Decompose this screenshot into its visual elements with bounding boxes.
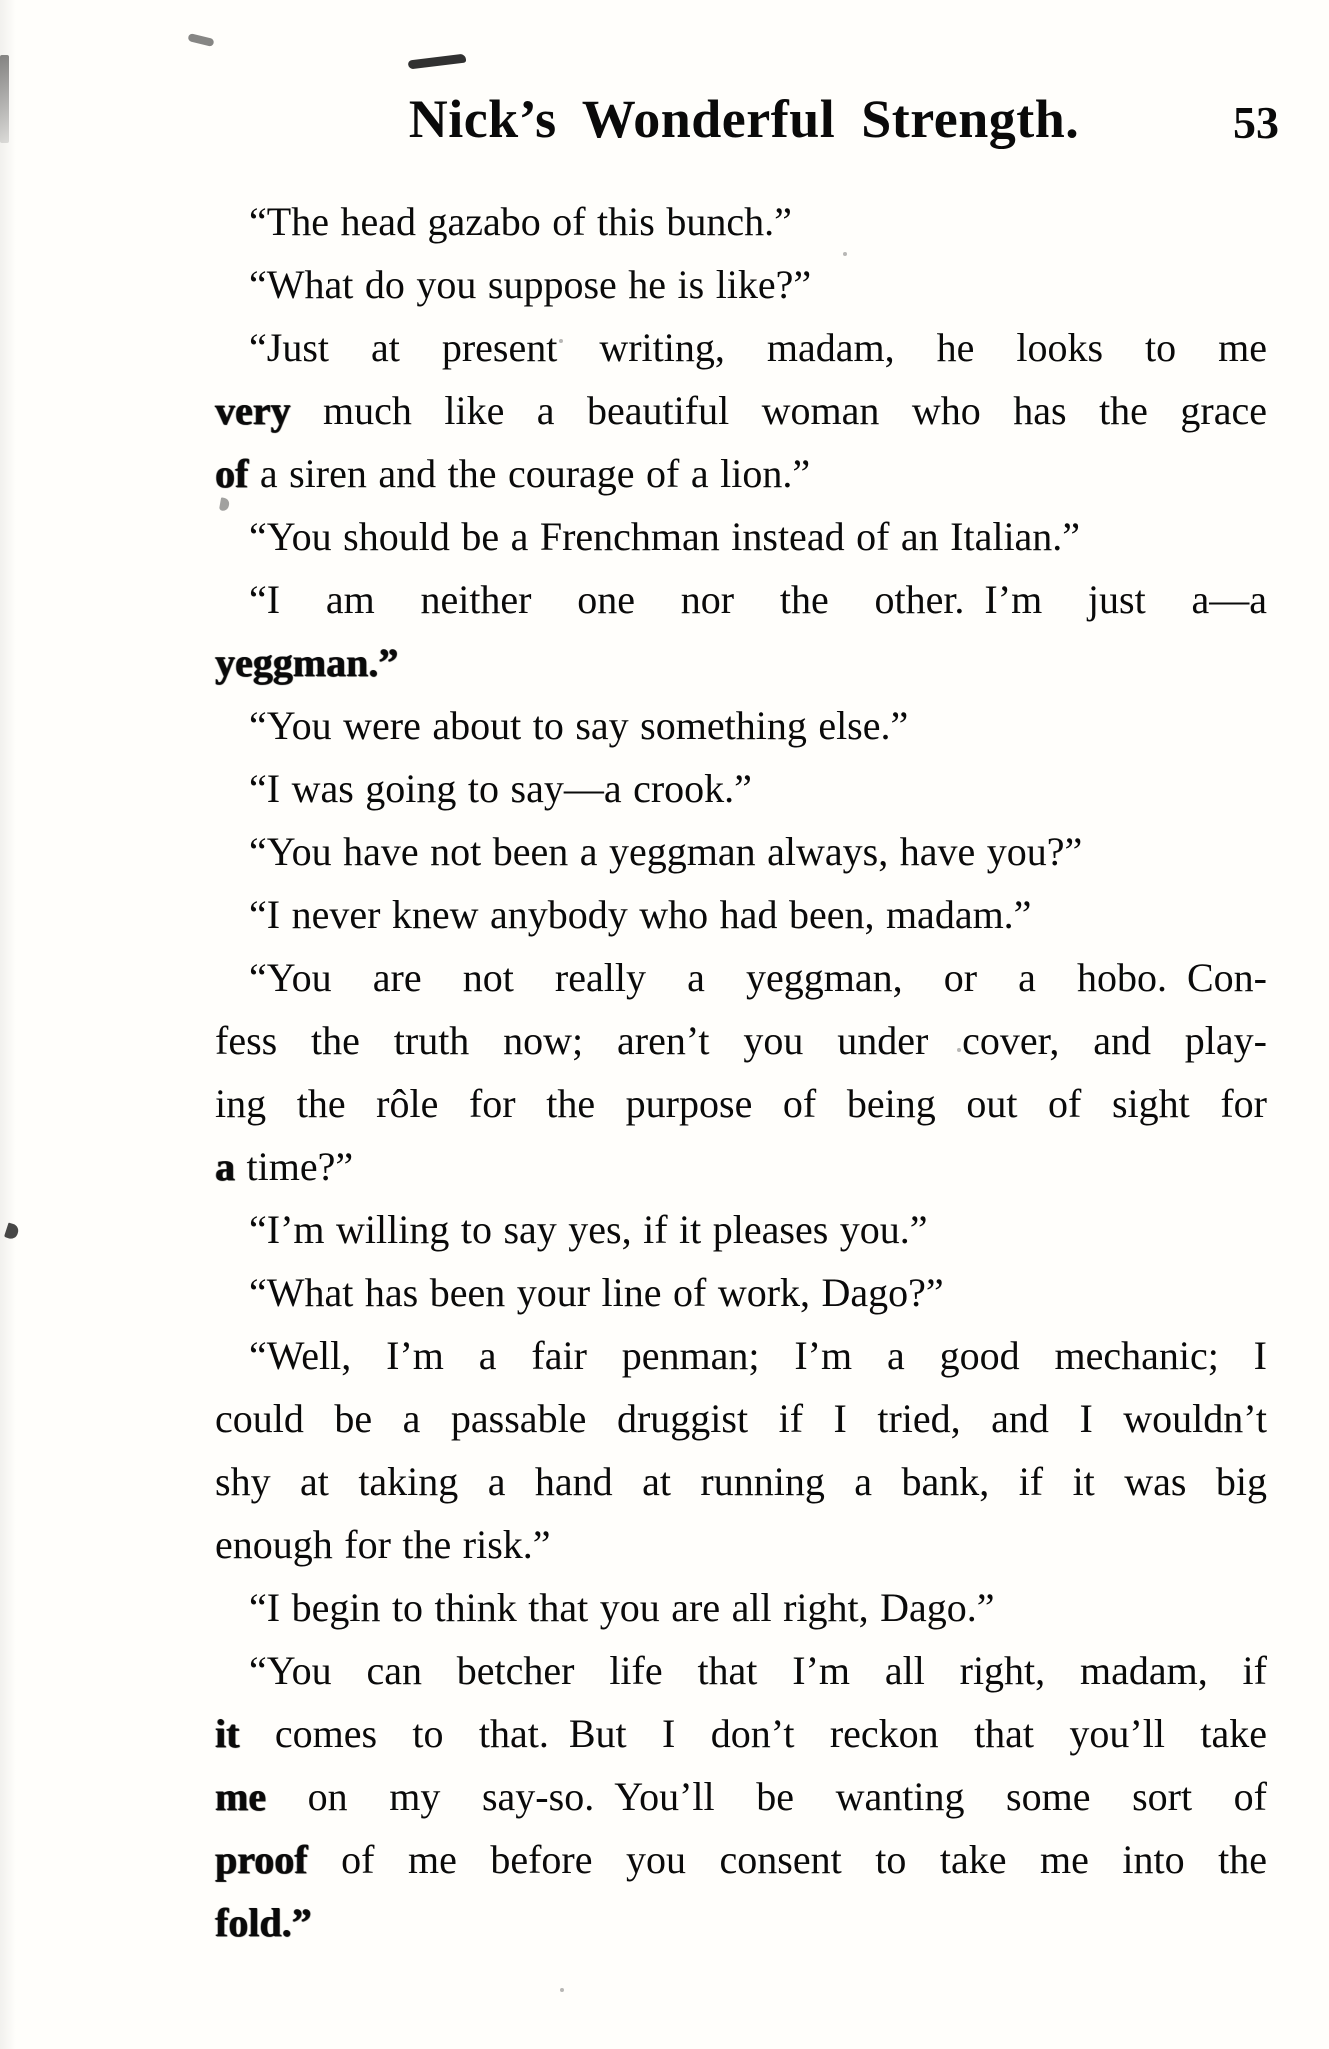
ink-smudge: me — [215, 1774, 267, 1819]
text-line: “You were about to say something else.” — [249, 703, 909, 748]
text-line: very much like a beautiful woman who has the grace — [215, 388, 1267, 433]
text-line: “What has been your line of work, Dago?” — [249, 1270, 944, 1315]
text-line: “Just at present writing, madam, he looks to me — [249, 325, 1267, 370]
text-line — [215, 1891, 1267, 1954]
text-line: “You are not really a yeggman, or a hobo. Con- — [249, 955, 1267, 1000]
text-line: fess the truth now; aren’t you under cover, and play- — [215, 1018, 1267, 1063]
ink-smudge: a — [215, 1144, 235, 1189]
text-line: “You should be a Frenchman instead of an Italian.” — [249, 514, 1081, 559]
running-title: Nick’s Wonderful Strength. — [408, 89, 1080, 149]
scan-artifact — [560, 1988, 564, 1992]
ink-smudge: fold.” — [215, 1900, 312, 1945]
text-line: “Well, I’m a fair penman; I’m a good mechanic; I — [249, 1333, 1267, 1378]
text-line: “You have not been a yeggman always, have you?” — [249, 829, 1083, 874]
text-line: “You can betcher life that I’m all right, madam, if — [249, 1648, 1267, 1693]
text-line: of a siren and the courage of a lion.” — [215, 451, 811, 496]
page-header — [215, 89, 1279, 162]
text-line — [215, 631, 1267, 694]
text-line: a time?” — [215, 1144, 354, 1189]
text-line: shy at taking a hand at running a bank, if it was big — [215, 1459, 1267, 1504]
text-line: enough for the risk.” — [215, 1522, 551, 1567]
ink-smudge: very — [215, 388, 291, 433]
text-line: “I’m willing to say yes, if it pleases you.” — [249, 1207, 928, 1252]
text-line: “I was going to say—a crook.” — [249, 766, 752, 811]
ink-smudge: yeggman.” — [215, 640, 399, 685]
scan-artifact — [187, 33, 214, 47]
text-line: me on my say-so. You’ll be wanting some sort of — [215, 1774, 1267, 1819]
body-text — [215, 190, 1267, 1954]
page-number: 53 — [1233, 97, 1279, 148]
text-line: “What do you suppose he is like?” — [249, 262, 812, 307]
ink-smudge: it — [215, 1711, 240, 1756]
text-line: “I begin to think that you are all right, Dago.” — [249, 1585, 995, 1630]
scan-artifact — [4, 1223, 20, 1241]
ink-smudge: proof — [215, 1837, 308, 1882]
text-line: “The head gazabo of this bunch.” — [249, 199, 792, 244]
text-line: ing the rôle for the purpose of being out of sight for — [215, 1081, 1267, 1126]
text-line: could be a passable druggist if I tried, and I wouldn’t — [215, 1396, 1267, 1441]
text-line: proof of me before you consent to take me into the — [215, 1837, 1267, 1882]
scan-artifact — [408, 53, 467, 69]
text-line: “I never knew anybody who had been, madam.” — [249, 892, 1032, 937]
text-line: it comes to that. But I don’t reckon that you’ll take — [215, 1711, 1267, 1756]
scan-artifact — [0, 55, 9, 143]
ink-smudge: of — [215, 451, 249, 496]
text-line: “I am neither one nor the other. I’m just a—a — [249, 577, 1267, 622]
